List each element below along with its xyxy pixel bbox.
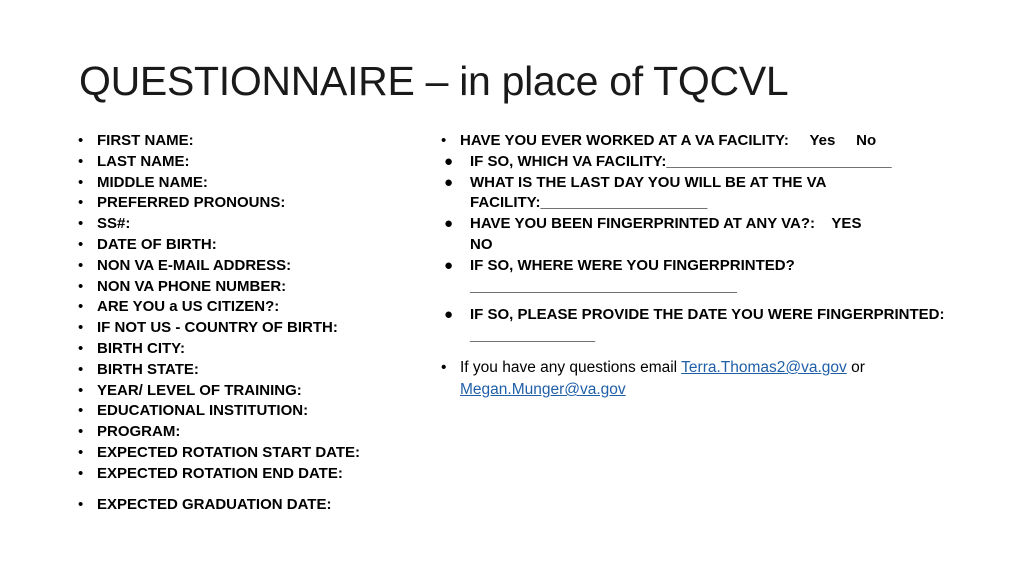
bullet-icon: •: [78, 464, 84, 482]
list-item-label: MIDDLE NAME:: [97, 173, 208, 191]
question-label: IF SO, WHERE WERE YOU FINGERPRINTED?: [470, 256, 795, 274]
email-link-megan-munger[interactable]: Megan.Munger@va.gov: [460, 380, 626, 398]
bullet-icon: •: [78, 443, 84, 461]
bullet-icon: •: [78, 495, 84, 513]
bullet-icon: •: [441, 132, 447, 149]
list-item-label: DATE OF BIRTH:: [97, 235, 217, 253]
slide-title: QUESTIONNAIRE – in place of TQCVL: [79, 58, 789, 104]
list-item-label: EXPECTED GRADUATION DATE:: [97, 495, 332, 513]
list-item-label: PREFERRED PRONOUNS:: [97, 194, 286, 212]
list-item-label: NON VA E-MAIL ADDRESS:: [97, 256, 292, 274]
list-item-country-of-birth: [78, 318, 418, 339]
list-item-last-name: [78, 152, 418, 173]
question-label: IF SO, PLEASE PROVIDE THE DATE YOU WERE FINGERPRINTED:: [470, 306, 945, 324]
question-label: HAVE YOU BEEN FINGERPRINTED AT ANY VA?: YES: [470, 215, 862, 233]
list-item-birth-state: [78, 360, 418, 381]
question-label: HAVE YOU EVER WORKED AT A VA FACILITY: Yes No: [460, 132, 877, 149]
list-item-label: FIRST NAME:: [97, 132, 194, 149]
right-question-list: [441, 131, 1001, 401]
question-where-fingerprinted: [441, 256, 1001, 298]
list-item-label: BIRTH CITY:: [97, 339, 186, 357]
list-item-label: EXPECTED ROTATION END DATE:: [97, 464, 343, 482]
contact-prefix: If you have any questions email: [460, 358, 682, 376]
bullet-icon: ●: [444, 152, 454, 170]
list-item-label: YEAR/ LEVEL OF TRAINING:: [97, 381, 302, 399]
question-label: WHAT IS THE LAST DAY YOU WILL BE AT THE VA: [470, 173, 827, 191]
list-item-preferred-pronouns: [78, 193, 418, 214]
bullet-icon: •: [78, 152, 84, 170]
bullet-icon: •: [78, 381, 84, 399]
bullet-icon: •: [78, 256, 84, 274]
list-item-rotation-end: [78, 464, 418, 485]
list-item-date-of-birth: [78, 235, 418, 256]
question-label-continued: ________________________________: [470, 277, 737, 295]
question-fingerprinted: [441, 214, 1001, 256]
question-label: IF SO, WHICH VA FACILITY:___________________________: [470, 152, 892, 170]
list-item-us-citizen: [78, 297, 418, 318]
list-item-graduation-date: [78, 495, 418, 516]
list-item-ssn: [78, 214, 418, 235]
bullet-icon: ●: [444, 256, 454, 274]
list-item-label: SS#:: [97, 215, 131, 233]
bullet-icon: •: [78, 423, 84, 441]
bullet-icon: •: [78, 339, 84, 357]
list-item-label: IF NOT US - COUNTRY OF BIRTH:: [97, 319, 338, 337]
bullet-icon: •: [78, 235, 84, 253]
list-item-training-level: [78, 381, 418, 402]
list-item-educational-institution: [78, 401, 418, 422]
bullet-icon: •: [441, 358, 447, 376]
question-fingerprint-date: [441, 305, 1001, 347]
question-label-continued: NO: [470, 235, 493, 253]
bullet-icon: •: [78, 173, 84, 191]
list-item-email: [78, 256, 418, 277]
list-item-label: LAST NAME:: [97, 152, 190, 170]
bullet-icon: •: [78, 298, 84, 316]
contact-middle: or: [846, 358, 865, 376]
bullet-icon: ●: [444, 215, 454, 233]
list-item-rotation-start: [78, 443, 418, 464]
list-item-label: ARE YOU a US CITIZEN?:: [97, 298, 280, 316]
bullet-icon: •: [78, 194, 84, 212]
bullet-icon: ●: [444, 306, 454, 324]
question-worked-at-va: [441, 131, 1001, 152]
bullet-icon: •: [78, 319, 84, 337]
contact-note: [441, 357, 1001, 401]
bullet-icon: •: [78, 360, 84, 378]
list-item-label: EXPECTED ROTATION START DATE:: [97, 443, 361, 461]
question-which-facility: [441, 152, 1001, 173]
list-item-birth-city: [78, 339, 418, 360]
list-item-label: NON VA PHONE NUMBER:: [97, 277, 287, 295]
list-item-label: PROGRAM:: [97, 423, 181, 441]
bullet-icon: •: [78, 402, 84, 420]
left-question-list: [78, 131, 418, 515]
list-item-phone: [78, 277, 418, 298]
question-label-continued: _______________: [470, 327, 596, 345]
bullet-icon: •: [78, 215, 84, 233]
list-item-middle-name: [78, 173, 418, 194]
list-item-first-name: [78, 131, 418, 152]
bullet-icon: ●: [444, 173, 454, 191]
bullet-icon: •: [78, 132, 84, 149]
question-label-continued: FACILITY:____________________: [470, 194, 708, 212]
bullet-icon: •: [78, 277, 84, 295]
list-item-label: BIRTH STATE:: [97, 360, 199, 378]
list-item-program: [78, 422, 418, 443]
list-item-label: EDUCATIONAL INSTITUTION:: [97, 402, 309, 420]
email-link-terra-thomas[interactable]: Terra.Thomas2@va.gov: [681, 358, 847, 376]
question-last-day: [441, 173, 1001, 215]
